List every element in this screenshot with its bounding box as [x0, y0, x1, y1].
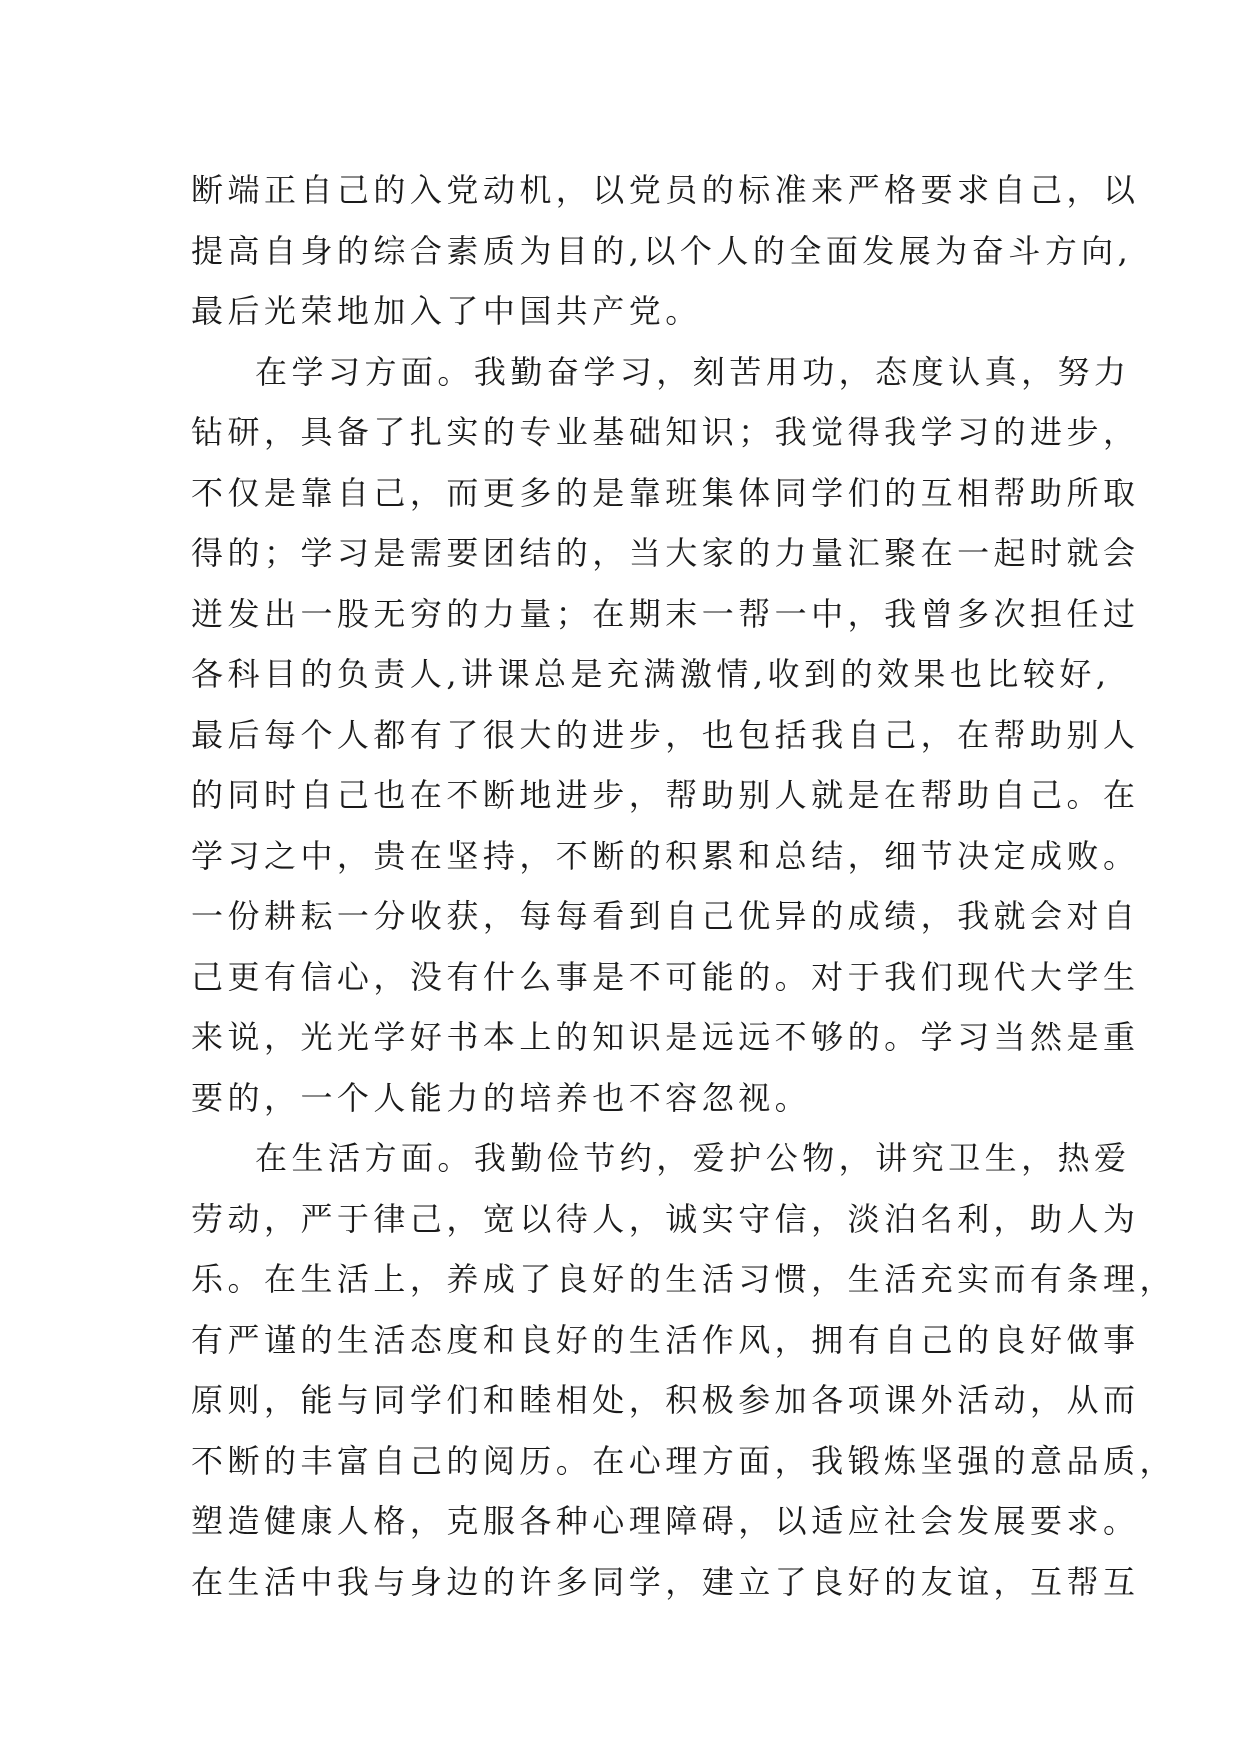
paragraph-start-life: 在生活方面。我勤俭节约，爱护公物，讲究卫生，热爱 — [255, 1139, 1131, 1177]
text-line: 提高自身的综合素质为目的,以个人的全面发展为奋斗方向, — [191, 231, 1133, 270]
text-line: 断端正自己的入党动机，以党员的标准来严格要求自己，以 — [191, 171, 1140, 209]
document-body — [191, 160, 1176, 1612]
text-line: 不断的丰富自己的阅历。在心理方面，我锻炼坚强的意品质， — [191, 1441, 1176, 1480]
text-line: 的同时自己也在不断地进步，帮助别人就是在帮助自己。在 — [191, 776, 1140, 814]
text-line: 钻研，具备了扎实的专业基础知识；我觉得我学习的进步， — [191, 413, 1140, 451]
text-line: 要的，一个人能力的培养也不容忽视。 — [191, 1078, 812, 1117]
text-line: 各科目的负责人,讲课总是充满激情,收到的效果也比较好, — [191, 655, 1111, 693]
text-line: 得的；学习是需要团结的，当大家的力量汇聚在一起时就会 — [191, 534, 1140, 572]
text-line: 己更有信心，没有什么事是不可能的。对于我们现代大学生 — [191, 957, 1140, 996]
text-line: 不仅是靠自己，而更多的是靠班集体同学们的互相帮助所取 — [191, 473, 1140, 512]
text-line: 劳动，严于律己，宽以待人，诚实守信，淡泊名利，助人为 — [191, 1199, 1140, 1238]
text-line: 迸发出一股无穷的力量；在期末一帮一中，我曾多次担任过 — [191, 594, 1140, 633]
paragraph-start-study: 在学习方面。我勤奋学习，刻苦用功，态度认真，努力 — [255, 352, 1131, 391]
text-line: 来说，光光学好书本上的知识是远远不够的。学习当然是重 — [191, 1018, 1140, 1056]
text-line: 乐。在生活上，养成了良好的生活习惯，生活充实而有条理， — [191, 1260, 1176, 1298]
text-line: 最后光荣地加入了中国共产党。 — [191, 292, 702, 330]
text-line: 学习之中，贵在坚持，不断的积累和总结，细节决定成败。 — [191, 836, 1140, 875]
text-line: 塑造健康人格，克服各种心理障碍，以适应社会发展要求。 — [191, 1502, 1140, 1540]
text-line: 一份耕耘一分收获，每每看到自己优异的成绩，我就会对自 — [191, 897, 1140, 935]
text-line: 有严谨的生活态度和良好的生活作风，拥有自己的良好做事 — [191, 1320, 1140, 1359]
text-line: 在生活中我与身边的许多同学，建立了良好的友谊，互帮互 — [191, 1562, 1140, 1601]
text-line: 原则，能与同学们和睦相处，积极参加各项课外活动，从而 — [191, 1381, 1140, 1419]
text-line: 最后每个人都有了很大的进步，也包括我自己，在帮助别人 — [191, 715, 1140, 754]
